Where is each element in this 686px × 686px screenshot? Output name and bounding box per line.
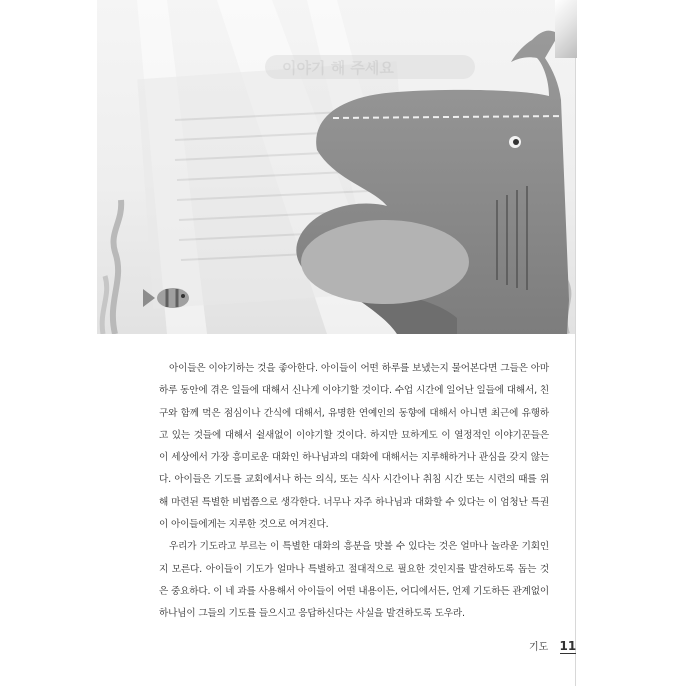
whale-illustration: [97, 0, 575, 334]
page-footer: [529, 638, 576, 653]
page-curl: [555, 0, 577, 58]
page-number: 11: [559, 639, 577, 653]
paragraph-2: 우리가 기도라고 부르는 이 특별한 대화의 흥분을 맛볼 수 있다는 것은 얼마나 놀라운 기회인지 모른다. 아이들이 기도가 얼마나 특별하고 절대적으로 필요한 것인지를 발견하도록 돕는 것은 중요하다. 이 네 과를 사용해서 아이들이 어떤 내용이든, 어디에서든, 언제 기도하든 관계없이 하나님이 그들의 기도를 들으시고 응답하신다는 사실을 발견하도록 도우라.: [159, 541, 549, 620]
body-text: [159, 358, 549, 626]
book-page: [97, 0, 576, 686]
footer-section-label: 기도: [529, 642, 549, 653]
faded-heading: 이야기 해 주세요: [282, 59, 394, 77]
paragraph-1: 아이들은 이야기하는 것을 좋아한다. 아이들이 어떤 하루를 보냈는지 물어본다면 그들은 아마 하루 동안에 겪은 일들에 대해서 신나게 이야기할 것이다. 수업 시간에 일어난 일들에 대해서, 친구와 함께 먹은 점심이나 간식에 대해서, 유명한 연예인의 동향에 대해서 아니면 최근에 유행하고 있는 것들에 대해서 쉴새없이 이야기할 것이다. 하지만 묘하게도 이 열정적인 이야기꾼들은 이 세상에서 가장 흥미로운 대화인 하나님과의 대화에 대해서는 지루해하거나 관심을 갖지 않는다. 아이들은 기도를 교회에서나 하는 의식, 또는 식사 시간이나 취침 시간 또는 시련의 때를 위해 마련된 특별한 비법쯤으로 생각한다. 너무나 자주 하나님과 대화할 수 있다는 이 엄청난 특권이 아이들에게는 지루한 것으로 여겨진다.: [159, 363, 549, 531]
faded-heading-banner: [265, 55, 475, 79]
